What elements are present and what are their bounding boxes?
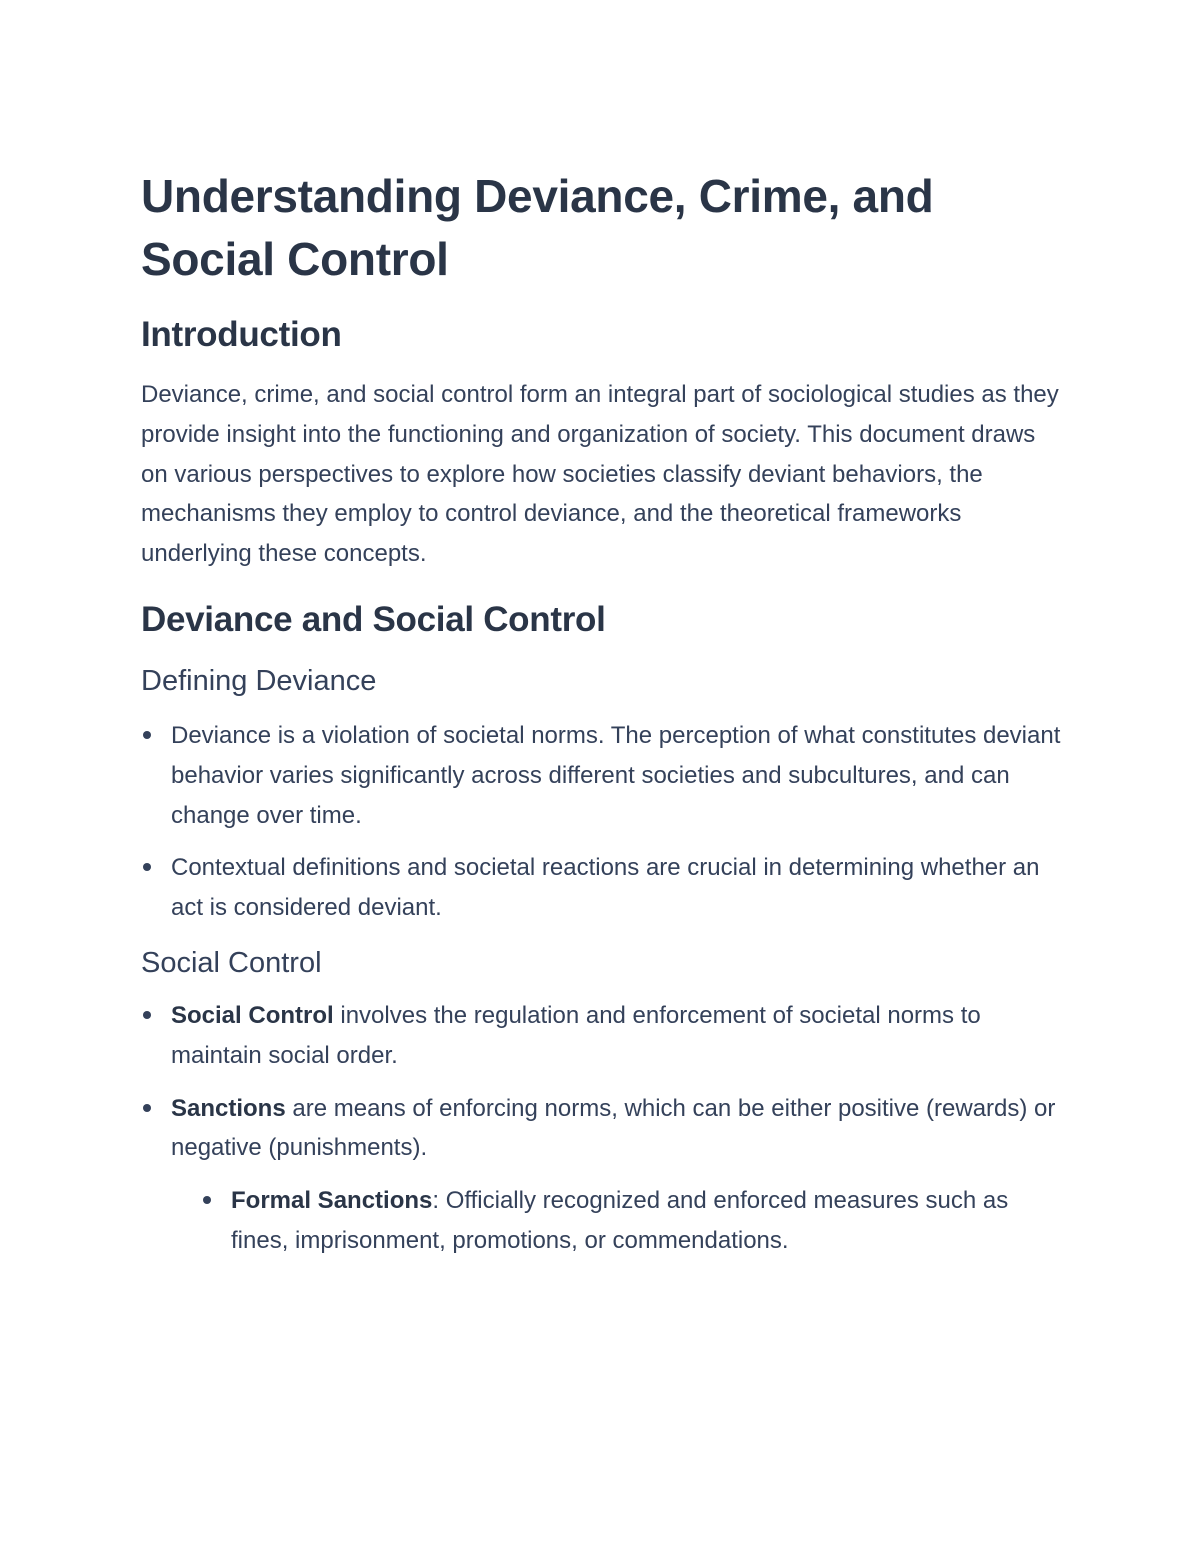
- bullet-icon: [143, 1011, 151, 1019]
- list-item-text: are means of enforcing norms, which can be either positive (rewards) or negative (punishments).: [171, 1094, 1056, 1162]
- introduction-heading: Introduction: [141, 315, 342, 354]
- defining-deviance-list: [141, 716, 1061, 928]
- list-item-term: Sanctions: [171, 1094, 286, 1122]
- social-control-list: [141, 996, 1061, 1261]
- deviance-section-heading: Deviance and Social Control: [141, 599, 606, 639]
- bullet-icon: [143, 863, 151, 871]
- document-page: [141, 165, 1061, 1261]
- list-item-text: Contextual definitions and societal reactions are crucial in determining whether an act is considered deviant.: [171, 854, 1040, 922]
- list-item-text: Deviance is a violation of societal norms. The perception of what constitutes deviant behavior varies significantly across different societies and subcultures, and can change over time.: [171, 721, 1061, 829]
- list-item-term: Social Control: [171, 1001, 334, 1029]
- bullet-icon: [143, 1104, 151, 1112]
- list-item-term: Formal Sanctions: [231, 1187, 433, 1215]
- bullet-icon: [143, 731, 151, 739]
- list-item-text: : Officially recognized and enforced measures such as fines, imprisonment, promotions, or commendations.: [231, 1187, 1009, 1254]
- bullet-icon: [203, 1196, 211, 1204]
- list-item: [141, 716, 1061, 835]
- defining-deviance-heading: Defining Deviance: [141, 664, 377, 697]
- list-item-text: involves the regulation and enforcement of societal norms to maintain social order.: [171, 1001, 981, 1069]
- list-item: [141, 848, 1061, 928]
- list-item: [141, 996, 1061, 1076]
- social-control-heading: Social Control: [141, 946, 322, 979]
- list-item: [201, 1181, 1061, 1261]
- list-item: [141, 1089, 1061, 1261]
- document-title: Understanding Deviance, Crime, and Social Control: [141, 170, 934, 285]
- introduction-paragraph: Deviance, crime, and social control form an integral part of sociological studies as they provide insight into the functioning and organization of society. This document draws on various perspectives to explore how societies classify deviant behaviors, the mechanisms they employ to control deviance, and the theoretical frameworks underlying these concepts.: [141, 381, 1059, 568]
- sanctions-sublist: [201, 1181, 1061, 1261]
